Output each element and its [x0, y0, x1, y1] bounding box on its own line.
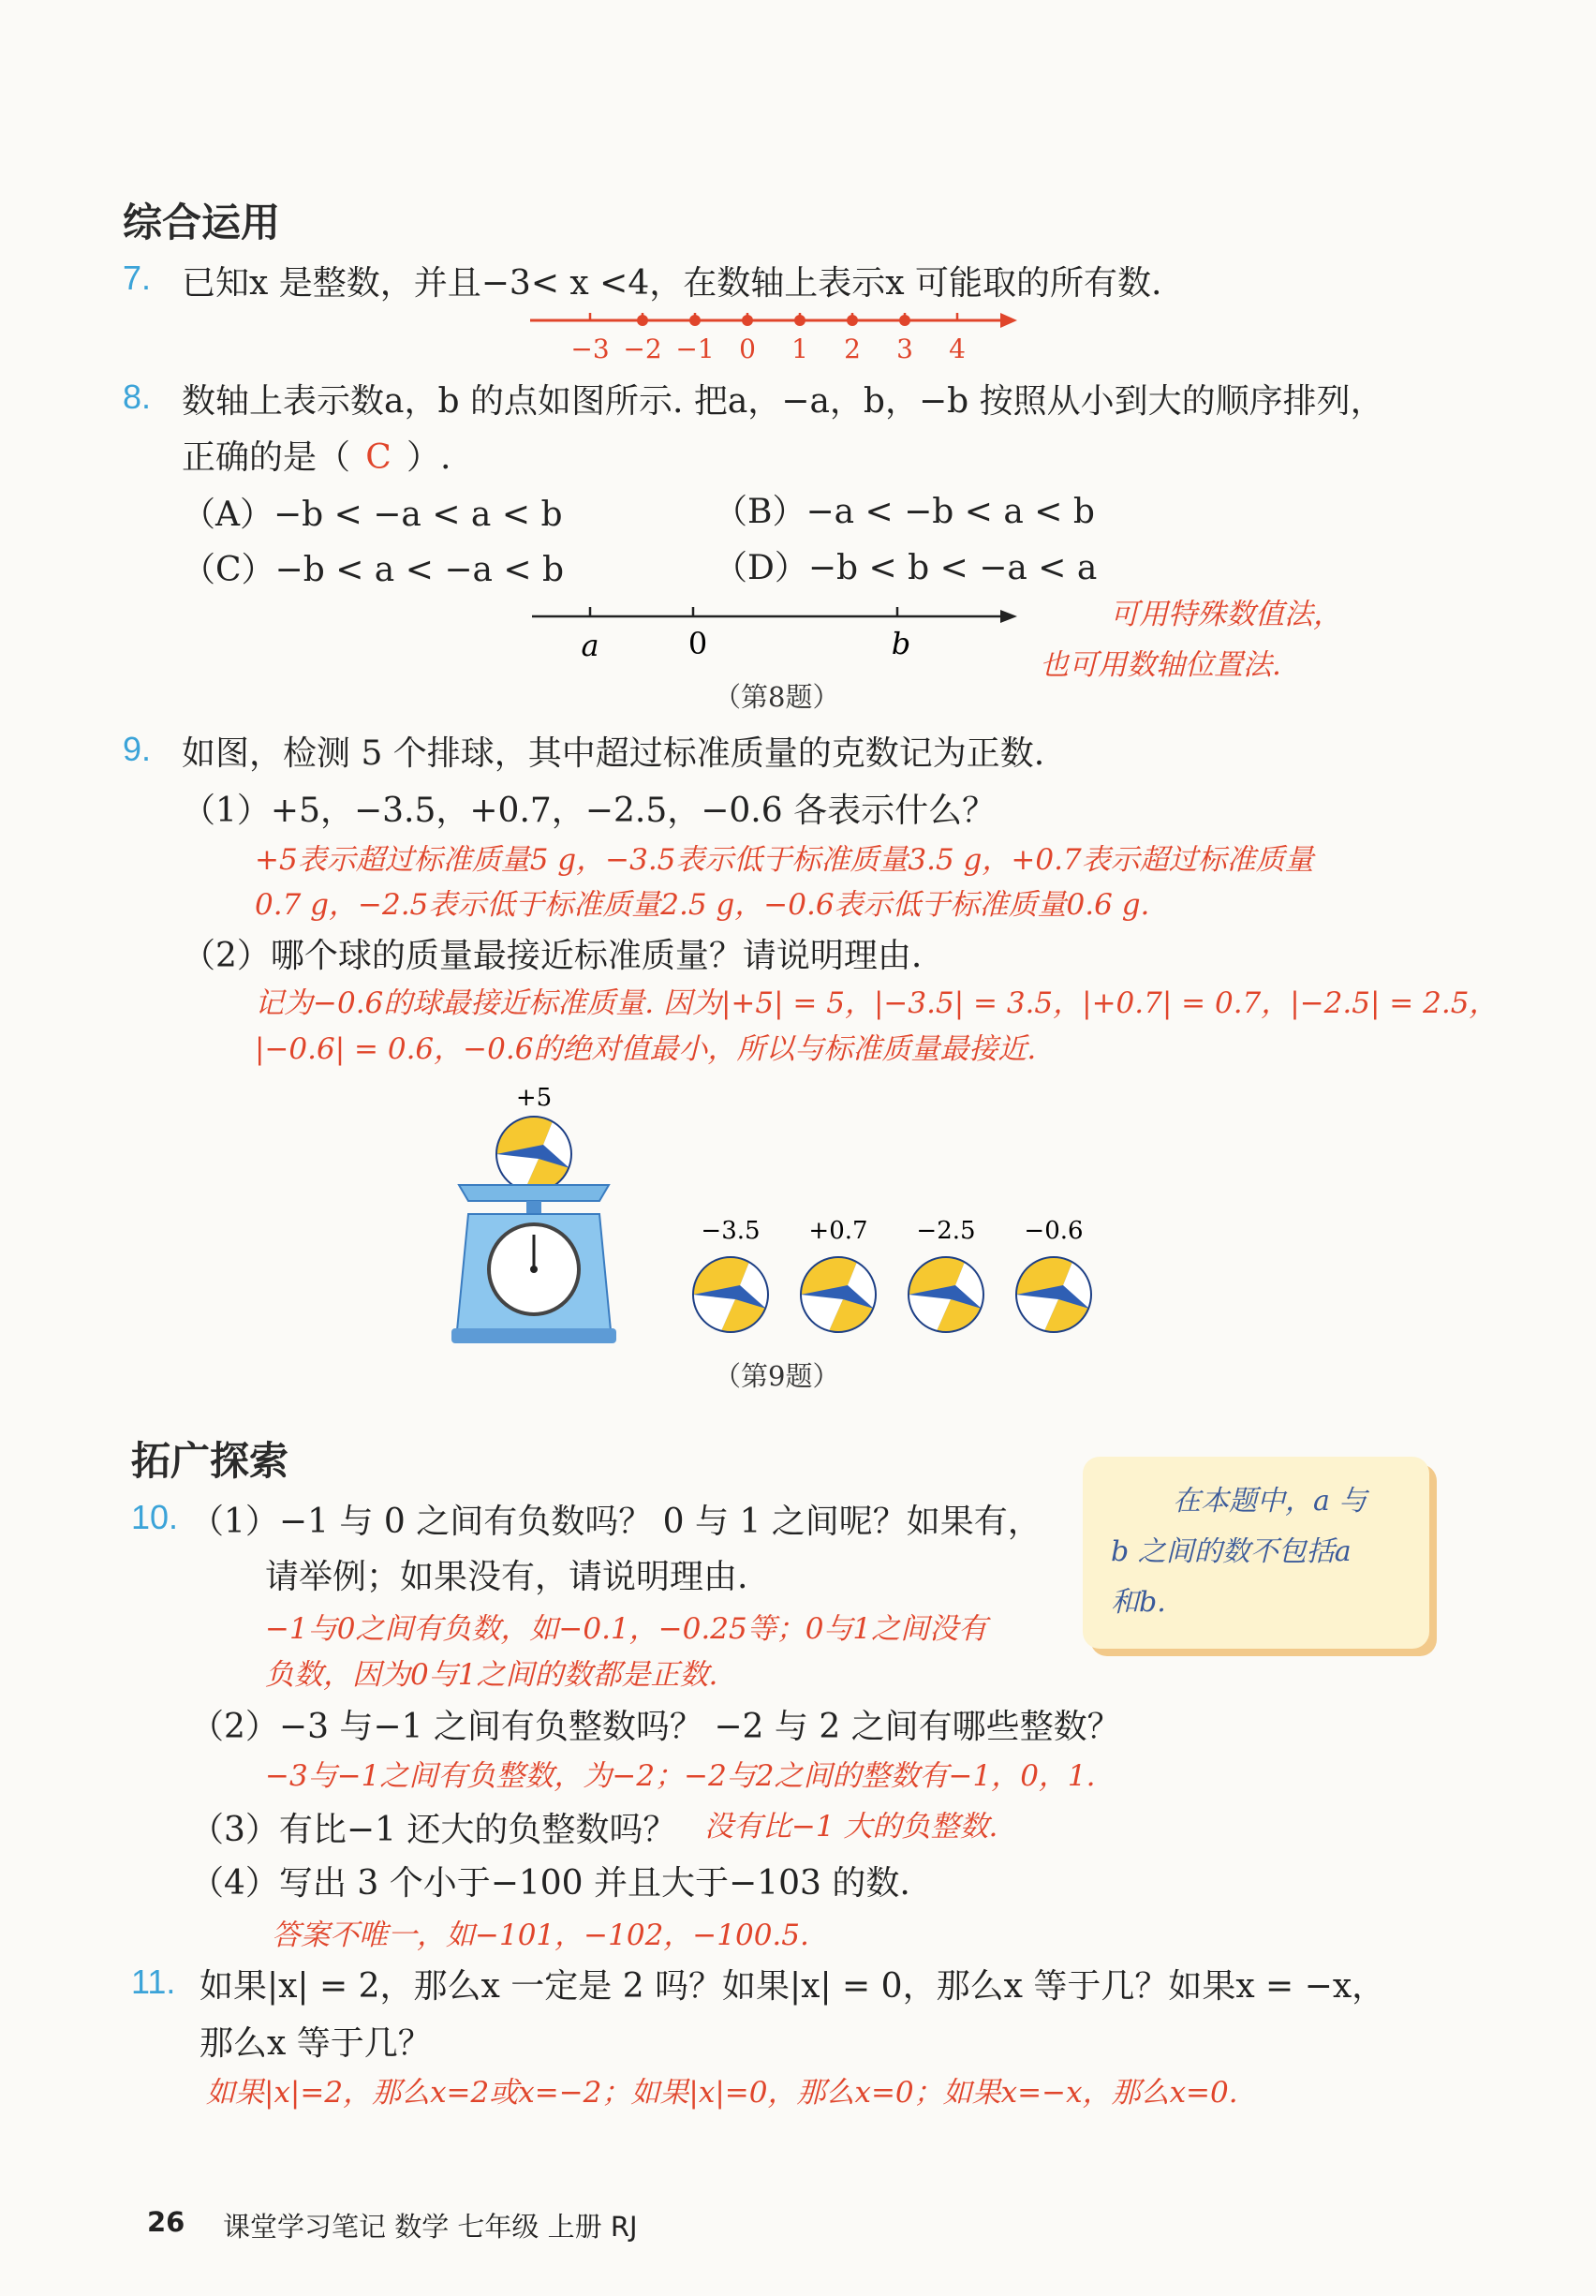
q8-option-b: （B）−a < −b < a < b: [714, 493, 1095, 531]
q10-sub2: （2）−3 与−1 之间有负整数吗？ −2 与 2 之间有哪些整数？: [190, 1708, 1121, 1746]
note-line2: b 之间的数不包括a: [1111, 1535, 1352, 1568]
q7-tick-label: 3: [896, 333, 913, 364]
q7-text: 已知x 是整数，并且−3< x <4，在数轴上表示x 可能取的所有数.: [182, 264, 1162, 303]
q10-answer1-line1: −1与0之间有负数，如−0.1，−0.25等；0与1之间没有: [265, 1612, 988, 1646]
q7-tick-label: −2: [623, 333, 662, 364]
q8-text-pre: 正确的是（: [182, 438, 351, 477]
q9-figure: [440, 1077, 1115, 1358]
q7-tick-label: −1: [675, 333, 715, 364]
scale-ball: [496, 1117, 572, 1192]
q7-number-line: [525, 302, 1030, 369]
scale-label: +5: [515, 1084, 553, 1112]
q7-point: [794, 315, 805, 326]
q8-option-a: （A）−b < −a < a < b: [182, 496, 563, 534]
ball-label: +0.7: [808, 1217, 868, 1245]
q8-caption: （第8题）: [714, 681, 840, 713]
q8-axis-label-0: 0: [687, 626, 708, 661]
q8-text-post: ）.: [406, 438, 451, 477]
q7-point: [899, 315, 910, 326]
ball-label: −2.5: [916, 1217, 976, 1245]
volleyball: [693, 1257, 769, 1333]
q11-answer: 如果|x|=2，那么x=2或x=−2；如果|x|=0，那么x=0；如果x=−x，那么x=0.: [206, 2076, 1238, 2110]
note-box: [1083, 1457, 1429, 1649]
volleyball: [1016, 1257, 1092, 1333]
page-number: 26: [147, 2206, 185, 2238]
q11-number: 11.: [131, 1963, 176, 2001]
q10-number: 10.: [131, 1498, 179, 1536]
q8-text-line2: [182, 431, 451, 479]
q7-tick-label: 1: [791, 333, 808, 364]
q8-hint-line1: 可用特殊数值法，: [1110, 598, 1342, 631]
volleyball: [801, 1257, 877, 1333]
q9-sub1: （1）+5，−3.5，+0.7，−2.5，−0.6 各表示什么？: [182, 792, 997, 830]
q10-answer3: 没有比−1 大的负整数.: [704, 1810, 998, 1844]
q8-option-c: （C）−b < a < −a < b: [182, 551, 565, 589]
q9-text: 如图，检测 5 个排球，其中超过标准质量的克数记为正数.: [182, 734, 1045, 773]
q8-text-line1: 数轴上表示数a，b 的点如图所示. 把a，−a，b，−b 按照从小到大的顺序排列，: [182, 382, 1384, 421]
q7-tick-label: 2: [844, 333, 861, 364]
q9-answer1-line1: +5表示超过标准质量5 g，−3.5表示低于标准质量3.5 g，+0.7表示超过标准质量: [255, 843, 1314, 877]
q10-sub1-line1: （1）−1 与 0 之间有负数吗？ 0 与 1 之间呢？如果有，: [190, 1503, 1042, 1541]
q11-text-line1: 如果|x| = 2，那么x 一定是 2 吗？如果|x| = 0，那么x 等于几？如果x = −x，: [200, 1967, 1386, 2006]
ball-label: −3.5: [701, 1217, 761, 1245]
q9-sub2: （2）哪个球的质量最接近标准质量？请说明理由.: [182, 937, 923, 975]
q10-sub4: （4）写出 3 个小于−100 并且大于−103 的数.: [190, 1864, 910, 1903]
ball-label: −0.6: [1024, 1217, 1084, 1245]
q8-axis-label-b: b: [891, 626, 911, 661]
q7-point: [637, 315, 648, 326]
q9-answer2-line1: 记为−0.6的球最接近标准质量. 因为|+5| = 5，|−3.5| = 3.5，|+0.7| = 0.7，|−2.5| = 2.5，: [255, 986, 1499, 1020]
q8-number-line: [525, 600, 1030, 674]
q9-number: 9.: [123, 730, 152, 768]
q7-point: [689, 315, 701, 326]
q7-point: [847, 315, 858, 326]
q7-point: [742, 315, 753, 326]
section-title-comprehensive: 综合运用: [123, 200, 281, 245]
note-line1: 在本题中，a 与: [1173, 1485, 1367, 1518]
q8-hint-line2: 也可用数轴位置法.: [1040, 648, 1281, 682]
book-title: 课堂学习笔记 数学 七年级 上册 RJ: [223, 2211, 638, 2243]
q9-caption: （第9题）: [714, 1360, 840, 1392]
volleyball: [909, 1257, 984, 1333]
q10-sub3: （3）有比−1 还大的负整数吗？: [190, 1811, 677, 1849]
q9-answer2-line2: |−0.6| = 0.6，−0.6的绝对值最小，所以与标准质量最接近.: [255, 1032, 1037, 1066]
q7-tick-label: 4: [949, 333, 966, 364]
section-title-explore: 拓广探索: [131, 1438, 289, 1484]
q8-number: 8.: [123, 378, 152, 416]
q10-answer2: −3与−1之间有负整数，为−2；−2与2之间的整数有−1，0，1.: [265, 1759, 1096, 1793]
q10-sub1-line2: 请举例；如果没有，请说明理由.: [265, 1558, 748, 1596]
q10-answer1-line2: 负数，因为0与1之间的数都是正数.: [265, 1658, 718, 1692]
q8-answer: C: [365, 438, 392, 477]
q8-axis-label-a: a: [581, 628, 599, 663]
q10-answer4: 答案不唯一，如−101，−102，−100.5.: [272, 1918, 809, 1952]
q7-number: 7.: [123, 259, 152, 297]
q11-text-line2: 那么x 等于几？: [200, 2024, 432, 2063]
note-line3: 和b.: [1111, 1586, 1166, 1619]
q9-answer1-line2: 0.7 g，−2.5表示低于标准质量2.5 g，−0.6表示低于标准质量0.6 g.: [255, 888, 1150, 922]
q7-tick-label: −3: [570, 333, 610, 364]
q7-tick-label: 0: [739, 333, 756, 364]
q8-option-d: （D）−b < b < −a < a: [714, 549, 1098, 587]
